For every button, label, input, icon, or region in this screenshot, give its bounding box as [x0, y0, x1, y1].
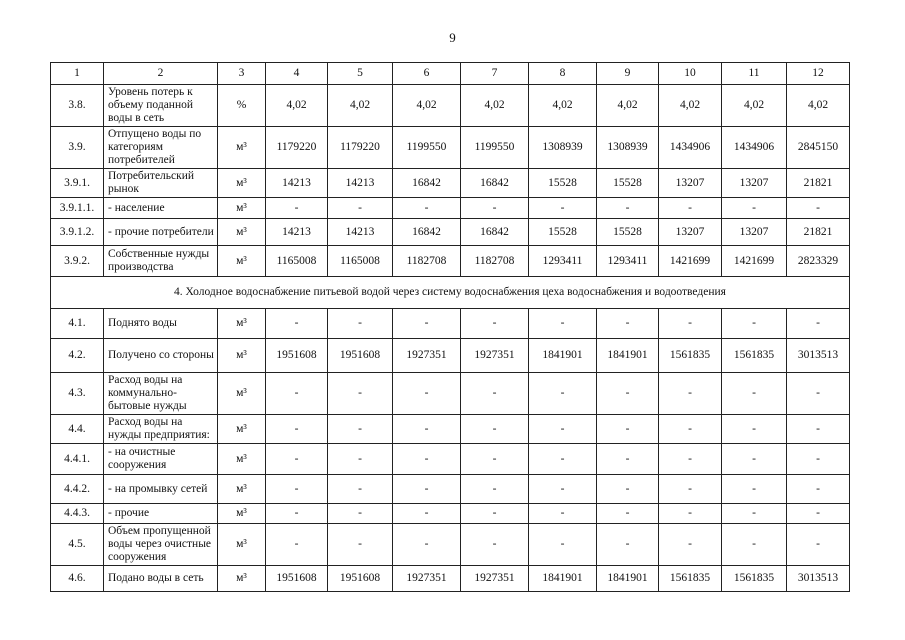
row-value: - — [722, 475, 787, 504]
table-row — [51, 444, 850, 475]
row-name: Получено со стороны — [104, 339, 218, 373]
row-unit: м³ — [218, 444, 266, 475]
row-value: - — [328, 475, 393, 504]
row-value: 1951608 — [328, 566, 393, 592]
row-value: 1561835 — [659, 566, 722, 592]
column-header-7: 7 — [461, 63, 529, 85]
row-code: 4.4.3. — [51, 504, 104, 524]
table-row — [51, 566, 850, 592]
row-value: - — [266, 475, 328, 504]
row-value: - — [722, 198, 787, 219]
row-value: - — [393, 198, 461, 219]
row-value: - — [393, 444, 461, 475]
row-value: - — [393, 373, 461, 415]
row-code: 3.9.1.1. — [51, 198, 104, 219]
row-name: Отпущено воды по категориям потребителей — [104, 127, 218, 169]
row-value: 13207 — [659, 219, 722, 246]
row-value: 1841901 — [597, 566, 659, 592]
row-value: 14213 — [266, 169, 328, 198]
row-value: - — [597, 475, 659, 504]
row-value: - — [659, 373, 722, 415]
row-value: 1927351 — [461, 339, 529, 373]
table-row — [51, 127, 850, 169]
row-value: - — [529, 373, 597, 415]
table-row — [51, 198, 850, 219]
row-value: 15528 — [597, 219, 659, 246]
row-value: - — [597, 373, 659, 415]
row-value: - — [722, 415, 787, 444]
row-value: 1421699 — [722, 246, 787, 277]
row-value: 4,02 — [393, 85, 461, 127]
row-value: 1561835 — [659, 339, 722, 373]
row-value: - — [787, 504, 850, 524]
row-value: - — [461, 475, 529, 504]
row-code: 4.4.2. — [51, 475, 104, 504]
row-value: 1927351 — [393, 339, 461, 373]
row-value: 1293411 — [597, 246, 659, 277]
row-value: 1199550 — [393, 127, 461, 169]
column-header-8: 8 — [529, 63, 597, 85]
row-value: - — [787, 198, 850, 219]
row-value: - — [529, 524, 597, 566]
row-value: 4,02 — [461, 85, 529, 127]
row-value: - — [266, 504, 328, 524]
row-value: - — [529, 475, 597, 504]
row-code: 4.2. — [51, 339, 104, 373]
row-value: 4,02 — [722, 85, 787, 127]
row-value: 1179220 — [328, 127, 393, 169]
row-value: 13207 — [722, 219, 787, 246]
row-value: - — [597, 198, 659, 219]
row-unit: м³ — [218, 198, 266, 219]
row-value: - — [529, 198, 597, 219]
row-name: - на очистные сооружения — [104, 444, 218, 475]
row-unit: м³ — [218, 566, 266, 592]
column-header-12: 12 — [787, 63, 850, 85]
row-value: 1308939 — [597, 127, 659, 169]
row-unit: м³ — [218, 339, 266, 373]
row-value: - — [266, 309, 328, 339]
section-title: 4. Холодное водоснабжение питьевой водой через систему водоснабжения цеха водоснабжения и водоотведения — [51, 277, 850, 309]
row-value: 14213 — [266, 219, 328, 246]
row-value: - — [597, 504, 659, 524]
row-value: 16842 — [461, 219, 529, 246]
row-value: 2845150 — [787, 127, 850, 169]
row-value: 1421699 — [659, 246, 722, 277]
row-unit: м³ — [218, 169, 266, 198]
column-header-6: 6 — [393, 63, 461, 85]
row-unit: м³ — [218, 246, 266, 277]
row-value: - — [787, 524, 850, 566]
row-value: 13207 — [659, 169, 722, 198]
row-value: 16842 — [393, 219, 461, 246]
row-value: - — [328, 373, 393, 415]
row-value: 15528 — [597, 169, 659, 198]
row-value: 4,02 — [659, 85, 722, 127]
table-row — [51, 309, 850, 339]
row-value: 21821 — [787, 169, 850, 198]
table-row — [51, 219, 850, 246]
column-header-11: 11 — [722, 63, 787, 85]
row-value: - — [787, 475, 850, 504]
row-unit: м³ — [218, 309, 266, 339]
row-value: 1841901 — [597, 339, 659, 373]
row-value: 1182708 — [393, 246, 461, 277]
row-value: 1182708 — [461, 246, 529, 277]
row-value: 15528 — [529, 169, 597, 198]
section-row — [51, 277, 850, 309]
table-row — [51, 246, 850, 277]
row-unit: м³ — [218, 415, 266, 444]
row-name: Уровень потерь к объему поданной воды в сеть — [104, 85, 218, 127]
row-value: - — [461, 504, 529, 524]
data-table — [50, 62, 850, 592]
table-row — [51, 415, 850, 444]
row-code: 3.9.2. — [51, 246, 104, 277]
row-value: - — [722, 504, 787, 524]
row-unit: % — [218, 85, 266, 127]
row-value: - — [529, 415, 597, 444]
row-value: - — [461, 309, 529, 339]
row-value: 14213 — [328, 219, 393, 246]
row-value: - — [461, 198, 529, 219]
row-value: - — [461, 524, 529, 566]
row-code: 4.4.1. — [51, 444, 104, 475]
row-value: - — [529, 504, 597, 524]
row-unit: м³ — [218, 127, 266, 169]
row-unit: м³ — [218, 373, 266, 415]
table-row — [51, 339, 850, 373]
row-value: 1951608 — [266, 566, 328, 592]
row-value: - — [597, 524, 659, 566]
row-code: 4.6. — [51, 566, 104, 592]
row-name: Собственные нужды производства — [104, 246, 218, 277]
row-value: 2823329 — [787, 246, 850, 277]
row-code: 4.4. — [51, 415, 104, 444]
row-name: Расход воды на коммунально-бытовые нужды — [104, 373, 218, 415]
row-value: 1561835 — [722, 566, 787, 592]
row-value: - — [659, 475, 722, 504]
row-value: 16842 — [461, 169, 529, 198]
row-value: - — [328, 444, 393, 475]
row-value: 1165008 — [328, 246, 393, 277]
row-value: - — [787, 373, 850, 415]
row-value: 15528 — [529, 219, 597, 246]
row-value: 3013513 — [787, 339, 850, 373]
row-code: 3.8. — [51, 85, 104, 127]
row-name: - прочие — [104, 504, 218, 524]
row-value: - — [393, 504, 461, 524]
row-value: - — [328, 524, 393, 566]
row-value: 1841901 — [529, 566, 597, 592]
row-value: - — [722, 373, 787, 415]
table-row — [51, 373, 850, 415]
page-number: 9 — [449, 30, 456, 45]
row-unit: м³ — [218, 504, 266, 524]
column-header-9: 9 — [597, 63, 659, 85]
row-value: - — [328, 415, 393, 444]
column-header-10: 10 — [659, 63, 722, 85]
row-value: - — [266, 444, 328, 475]
table-row — [51, 85, 850, 127]
row-value: - — [461, 415, 529, 444]
table-row — [51, 504, 850, 524]
row-value: - — [597, 415, 659, 444]
row-name: Расход воды на нужды предприятия: — [104, 415, 218, 444]
row-value: - — [787, 415, 850, 444]
row-value: - — [659, 198, 722, 219]
row-value: - — [659, 524, 722, 566]
row-name: - на промывку сетей — [104, 475, 218, 504]
row-value: - — [393, 415, 461, 444]
row-value: 1841901 — [529, 339, 597, 373]
column-header-3: 3 — [218, 63, 266, 85]
row-code: 4.3. — [51, 373, 104, 415]
row-value: 4,02 — [328, 85, 393, 127]
row-value: 1927351 — [393, 566, 461, 592]
row-value: 1199550 — [461, 127, 529, 169]
row-value: 1434906 — [659, 127, 722, 169]
table-row — [51, 524, 850, 566]
row-value: - — [266, 415, 328, 444]
column-header-1: 1 — [51, 63, 104, 85]
row-value: 4,02 — [266, 85, 328, 127]
row-value: - — [266, 524, 328, 566]
row-value: - — [266, 198, 328, 219]
row-name: Подано воды в сеть — [104, 566, 218, 592]
row-name: Поднято воды — [104, 309, 218, 339]
column-header-2: 2 — [104, 63, 218, 85]
row-code: 4.1. — [51, 309, 104, 339]
row-value: - — [722, 524, 787, 566]
row-name: - прочие потребители — [104, 219, 218, 246]
row-value: 1293411 — [529, 246, 597, 277]
row-name: Потребительский рынок — [104, 169, 218, 198]
column-header-5: 5 — [328, 63, 393, 85]
row-value: - — [659, 444, 722, 475]
row-code: 3.9.1.2. — [51, 219, 104, 246]
row-value: 14213 — [328, 169, 393, 198]
row-value: 1308939 — [529, 127, 597, 169]
row-value: - — [328, 504, 393, 524]
row-value: - — [328, 198, 393, 219]
row-unit: м³ — [218, 475, 266, 504]
row-value: - — [722, 444, 787, 475]
row-value: - — [722, 309, 787, 339]
row-value: - — [787, 309, 850, 339]
row-value: - — [659, 309, 722, 339]
row-value: - — [597, 309, 659, 339]
table-row — [51, 475, 850, 504]
row-code: 3.9. — [51, 127, 104, 169]
row-value: - — [328, 309, 393, 339]
row-value: 21821 — [787, 219, 850, 246]
row-value: 3013513 — [787, 566, 850, 592]
row-value: 1434906 — [722, 127, 787, 169]
table-row — [51, 169, 850, 198]
row-value: - — [787, 444, 850, 475]
row-value: - — [266, 373, 328, 415]
table-header-row — [51, 63, 850, 85]
row-value: 16842 — [393, 169, 461, 198]
row-value: - — [393, 475, 461, 504]
row-code: 3.9.1. — [51, 169, 104, 198]
row-value: 4,02 — [787, 85, 850, 127]
row-value: - — [461, 444, 529, 475]
row-value: 1561835 — [722, 339, 787, 373]
row-value: 1179220 — [266, 127, 328, 169]
row-value: 4,02 — [597, 85, 659, 127]
row-value: - — [393, 309, 461, 339]
row-value: - — [529, 309, 597, 339]
row-code: 4.5. — [51, 524, 104, 566]
row-value: - — [659, 504, 722, 524]
row-value: 13207 — [722, 169, 787, 198]
row-value: - — [461, 373, 529, 415]
row-value: - — [597, 444, 659, 475]
row-value: 1951608 — [328, 339, 393, 373]
row-name: - население — [104, 198, 218, 219]
row-value: - — [393, 524, 461, 566]
row-value: 1951608 — [266, 339, 328, 373]
row-name: Объем пропущенной воды через очистные сооружения — [104, 524, 218, 566]
row-value: - — [529, 444, 597, 475]
row-unit: м³ — [218, 219, 266, 246]
row-value: 1165008 — [266, 246, 328, 277]
row-value: 1927351 — [461, 566, 529, 592]
column-header-4: 4 — [266, 63, 328, 85]
row-value: - — [659, 415, 722, 444]
row-value: 4,02 — [529, 85, 597, 127]
row-unit: м³ — [218, 524, 266, 566]
